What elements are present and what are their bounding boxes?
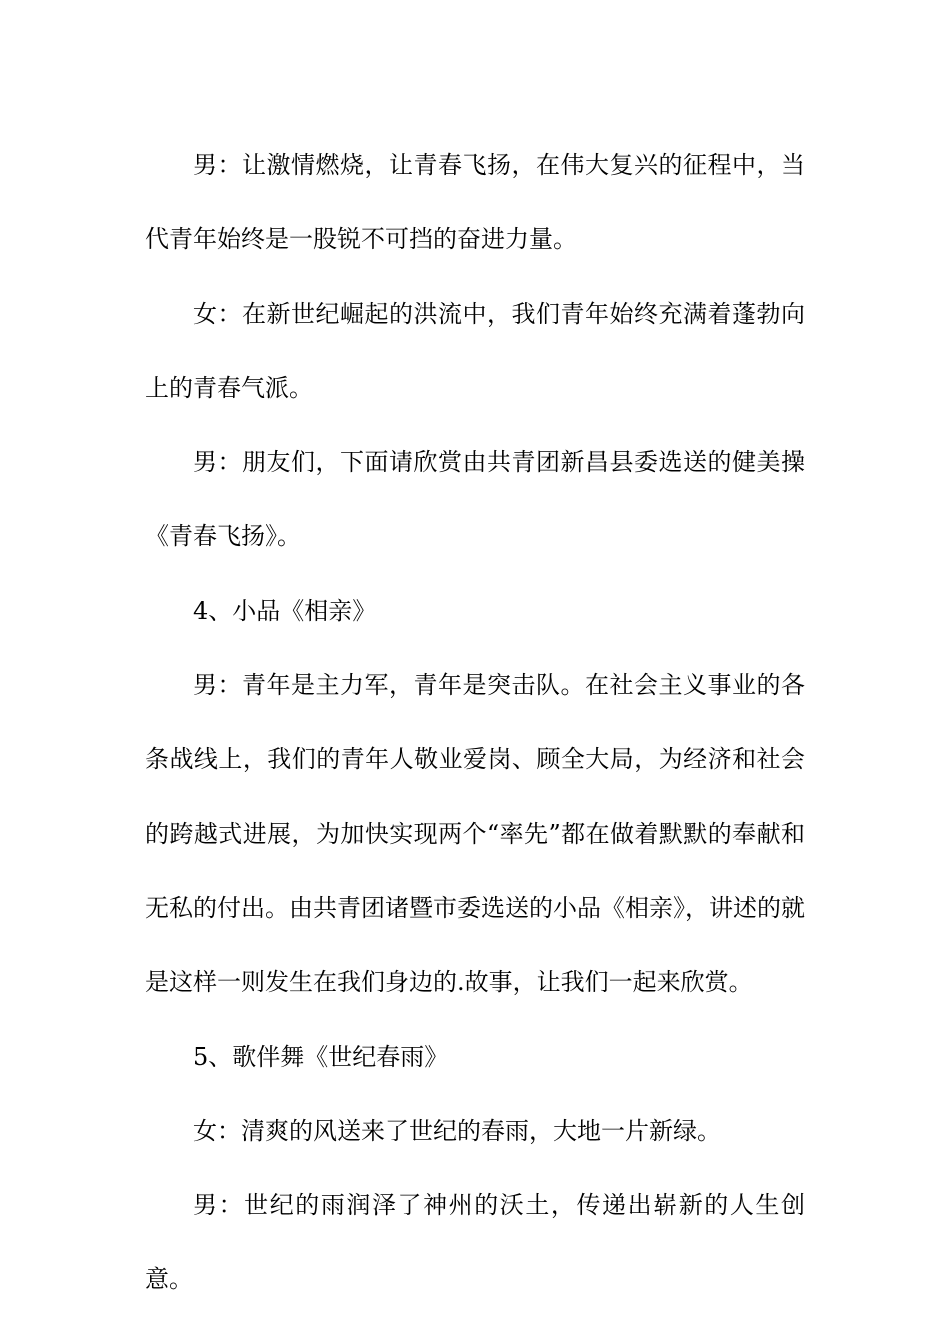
paragraph-male-century-rain: 男：世纪的雨润泽了神州的沃土，传递出崭新的人生创意。 [145, 1191, 805, 1294]
program-heading-4: 4、小品《相亲》 [193, 596, 377, 625]
program-heading-5: 5、歌伴舞《世纪春雨》 [193, 1042, 449, 1071]
paragraph-male-aerobics-intro: 男：朋友们，下面请欣赏由共青团新昌县委选送的健美操《青春飞扬》。 [145, 448, 805, 551]
paragraph-male-sketch-intro: 男：青年是主力军，青年是突击队。在社会主义事业的各条战线上，我们的青年人敬业爱岗、顾全大局，为经济和社会的跨越式进展，为加快实现两个“率先”都在做着默默的奉献和无私的付出。由共青团诸暨市委选送的小品《相亲》，讲述的就是这样一则发生在我们身边的.故事，让我们一起来欣赏。 [145, 671, 805, 997]
paragraph-male-passion: 男：让激情燃烧，让青春飞扬，在伟大复兴的征程中，当代青年始终是一股锐不可挡的奋进力量。 [145, 151, 805, 254]
document-body [145, 128, 805, 1317]
paragraph-female-spring-rain: 女：清爽的风送来了世纪的春雨，大地一片新绿。 [193, 1116, 721, 1145]
paragraph-female-new-century: 女：在新世纪崛起的洪流中，我们青年始终充满着蓬勃向上的青春气派。 [145, 299, 805, 402]
